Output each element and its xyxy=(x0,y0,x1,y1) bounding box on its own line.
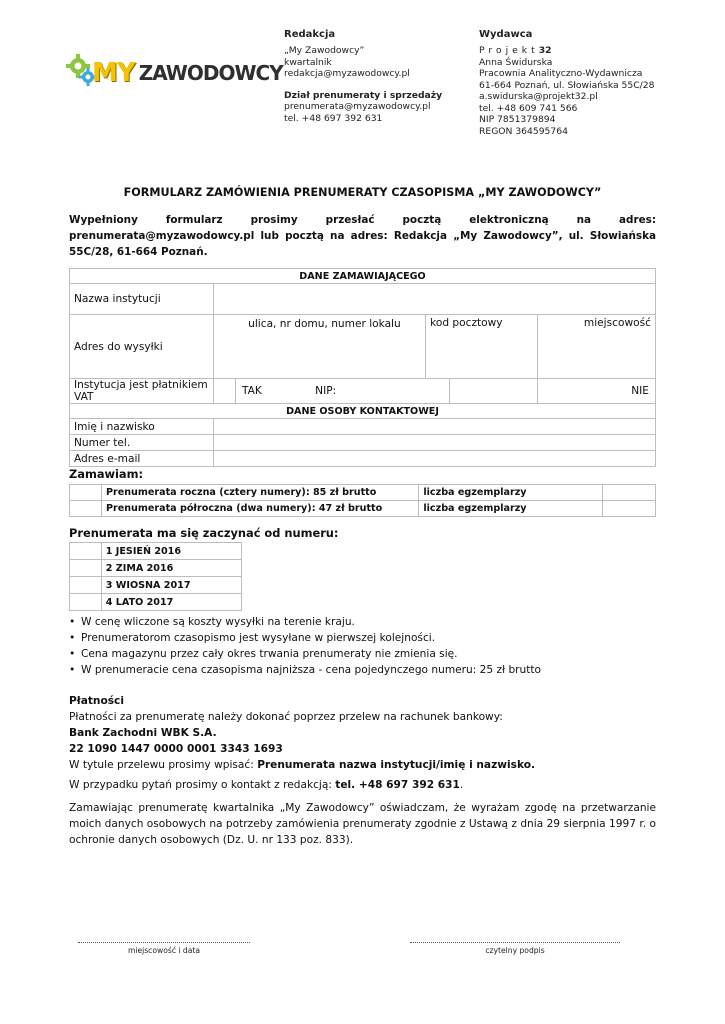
email-input[interactable] xyxy=(213,451,655,467)
publisher-heading: Wydawca xyxy=(479,29,533,40)
street-field[interactable] xyxy=(213,315,425,379)
order-checkbox-annual[interactable] xyxy=(70,485,102,501)
signature-label: czytelny podpis xyxy=(485,946,545,955)
publisher-line: REGON 364595764 xyxy=(479,125,568,137)
editorial-heading: Redakcja xyxy=(284,29,336,40)
editorial-email[interactable]: redakcja@myzawodowcy.pl xyxy=(284,68,410,79)
nip-label: NIP: xyxy=(315,385,337,397)
order-halfyear-qty-input[interactable] xyxy=(603,501,656,517)
publisher-line: NIP 7851379894 xyxy=(479,114,556,125)
subscription-email[interactable]: prenumerata@myzawodowcy.pl xyxy=(284,101,431,112)
publisher-brand-a: Proj xyxy=(479,45,513,56)
postal-code-field[interactable] xyxy=(426,315,538,379)
note-item xyxy=(69,646,669,662)
issue-option: 4 LATO 2017 xyxy=(101,594,241,611)
transfer-title-line xyxy=(69,757,659,773)
transfer-title-prefix: W tytule przelewu prosimy wpisać: xyxy=(69,759,254,771)
publisher-email[interactable]: a.swidurska@projekt32.pl xyxy=(479,91,598,102)
email-label: Adres e-mail xyxy=(70,451,214,467)
orderer-table xyxy=(69,268,656,467)
subscription-phone: tel. +48 697 392 631 xyxy=(284,112,383,124)
editorial-block xyxy=(284,28,464,124)
note-item xyxy=(69,630,669,646)
start-issue-heading: Prenumerata ma się zaczynać od numeru: xyxy=(69,526,339,540)
institution-input[interactable] xyxy=(213,284,655,315)
note-item xyxy=(69,614,669,630)
logo-my-text: MY xyxy=(92,58,135,88)
note-text: Cena magazynu przez cały okres trwania prenumeraty nie zmienia się. xyxy=(81,648,458,660)
start-issue-table xyxy=(69,542,242,611)
vat-yes-nip-field[interactable] xyxy=(235,379,449,404)
order-annual-qty-input[interactable] xyxy=(603,485,656,501)
contact-line xyxy=(69,777,656,793)
contact-prefix: W przypadku pytań prosimy o kontakt z redakcją: xyxy=(69,779,332,791)
payment-text: Płatności za prenumeratę należy dokonać poprzez przelew na rachunek bankowy: xyxy=(69,711,503,723)
phone-label: Numer tel. xyxy=(70,435,214,451)
note-text: W cenę wliczone są koszty wysyłki na terenie kraju. xyxy=(81,616,355,628)
bullet-icon: • xyxy=(69,632,76,644)
note-item xyxy=(69,662,669,678)
contact-suffix: . xyxy=(459,779,464,791)
logo xyxy=(66,52,283,92)
order-annual-label: Prenumerata roczna (cztery numery): 85 zł brutto xyxy=(101,485,418,501)
issue-checkbox[interactable] xyxy=(70,543,102,560)
editorial-line: kwartalnik xyxy=(284,56,332,68)
bullet-icon: • xyxy=(69,616,76,628)
postal-code-label: kod pocztowy xyxy=(430,317,503,329)
publisher-line: tel. +48 609 741 566 xyxy=(479,102,578,114)
vat-no-label: NIE xyxy=(631,385,649,397)
publisher-line: Anna Świdurska xyxy=(479,56,553,68)
form-title: FORMULARZ ZAMÓWIENIA PRENUMERATY CZASOPISMA „MY ZAWODOWCY” xyxy=(123,186,602,199)
issue-option: 2 ZIMA 2016 xyxy=(101,560,241,577)
vat-no-option[interactable] xyxy=(537,379,655,404)
place-date-line[interactable] xyxy=(78,942,250,943)
contact-phone: tel. +48 697 392 631 xyxy=(335,779,460,791)
note-text: Prenumeratorom czasopismo jest wysyłane w pierwszej kolejności. xyxy=(81,632,436,644)
address-label: Adres do wysyłki xyxy=(70,315,214,379)
publisher-block xyxy=(479,28,679,137)
order-halfyear-label: Prenumerata półroczna (dwa numery): 47 zł brutto xyxy=(101,501,418,517)
street-label: ulica, nr domu, numer lokalu xyxy=(248,318,401,330)
signature-line[interactable] xyxy=(410,942,620,943)
editorial-line: „My Zawodowcy” xyxy=(284,45,365,56)
issue-checkbox[interactable] xyxy=(70,594,102,611)
order-halfyear-qty-label: liczba egzemplarzy xyxy=(419,501,603,517)
intro-text: Wypełniony formularz prosimy przesłać pocztą elektroniczną na adres: prenumerata@myzawodowcy.pl lub pocztą na adres: Redakcja „My Zawodowcy”, ul. Słowiańska 55C/28, 61-664 Poznań. xyxy=(69,214,656,258)
issue-option: 3 WIOSNA 2017 xyxy=(101,577,241,594)
section-heading-orderer: DANE ZAMAWIAJĄCEGO xyxy=(70,269,656,284)
bank-name: Bank Zachodni WBK S.A. xyxy=(69,727,217,739)
payment-heading: Płatności xyxy=(69,695,124,707)
publisher-brand-b: ekt xyxy=(512,45,539,56)
name-label: Imię i nazwisko xyxy=(70,419,214,435)
transfer-title-value: Prenumerata nazwa instytucji/imię i nazwisko. xyxy=(257,759,536,771)
order-heading: Zamawiam: xyxy=(69,467,144,481)
publisher-brand xyxy=(479,45,679,57)
consent-text: Zamawiając prenumeratę kwartalnika „My Zawodowcy” oświadczam, że wyrażam zgodę na przetwarzanie moich danych osobowych na potrzeby zamówienia prenumeraty zgodnie z Ustawą z dnia 29 sierpnia 1997 r. o ochronie danych osobowych (Dz. U. nr 133 poz. 833). xyxy=(69,802,656,846)
place-date-label: miejscowość i data xyxy=(127,946,201,955)
order-annual-qty-label: liczba egzemplarzy xyxy=(419,485,603,501)
publisher-line: Pracownia Analityczno-Wydawnicza xyxy=(479,68,643,79)
city-label: miejscowość xyxy=(583,317,651,329)
bullet-icon: • xyxy=(69,664,76,676)
note-text: W prenumeracie cena czasopisma najniższa - cena pojedynczego numeru: 25 zł brutto xyxy=(81,664,542,676)
phone-input[interactable] xyxy=(213,435,655,451)
vat-label: Instytucja jest płatnikiem VAT xyxy=(70,379,214,404)
name-input[interactable] xyxy=(213,419,655,435)
issue-checkbox[interactable] xyxy=(70,577,102,594)
subscription-dept-heading: Dział prenumeraty i sprzedaży xyxy=(284,89,443,101)
city-field[interactable] xyxy=(537,315,655,379)
notes-list xyxy=(69,614,669,678)
issue-option: 1 JESIEŃ 2016 xyxy=(101,543,241,560)
vat-yes-label: TAK xyxy=(241,385,262,397)
logo-zawodowcy-text: ZAWODOWCY xyxy=(138,61,283,85)
bank-account: 22 1090 1447 0000 0001 3343 1693 xyxy=(69,743,283,755)
payment-section xyxy=(69,693,659,773)
order-table xyxy=(69,484,656,517)
issue-checkbox[interactable] xyxy=(70,560,102,577)
vat-yes-checkbox[interactable] xyxy=(213,379,235,404)
section-heading-contact: DANE OSOBY KONTAKTOWEJ xyxy=(70,404,656,419)
order-checkbox-halfyear[interactable] xyxy=(70,501,102,517)
publisher-brand-num: 32 xyxy=(538,45,552,56)
publisher-line: 61-664 Poznań, ul. Słowiańska 55C/28 xyxy=(479,79,655,91)
institution-label: Nazwa instytucji xyxy=(70,284,214,315)
vat-spacer xyxy=(449,379,537,404)
bullet-icon: • xyxy=(69,648,76,660)
logo-wordmark xyxy=(92,56,283,90)
